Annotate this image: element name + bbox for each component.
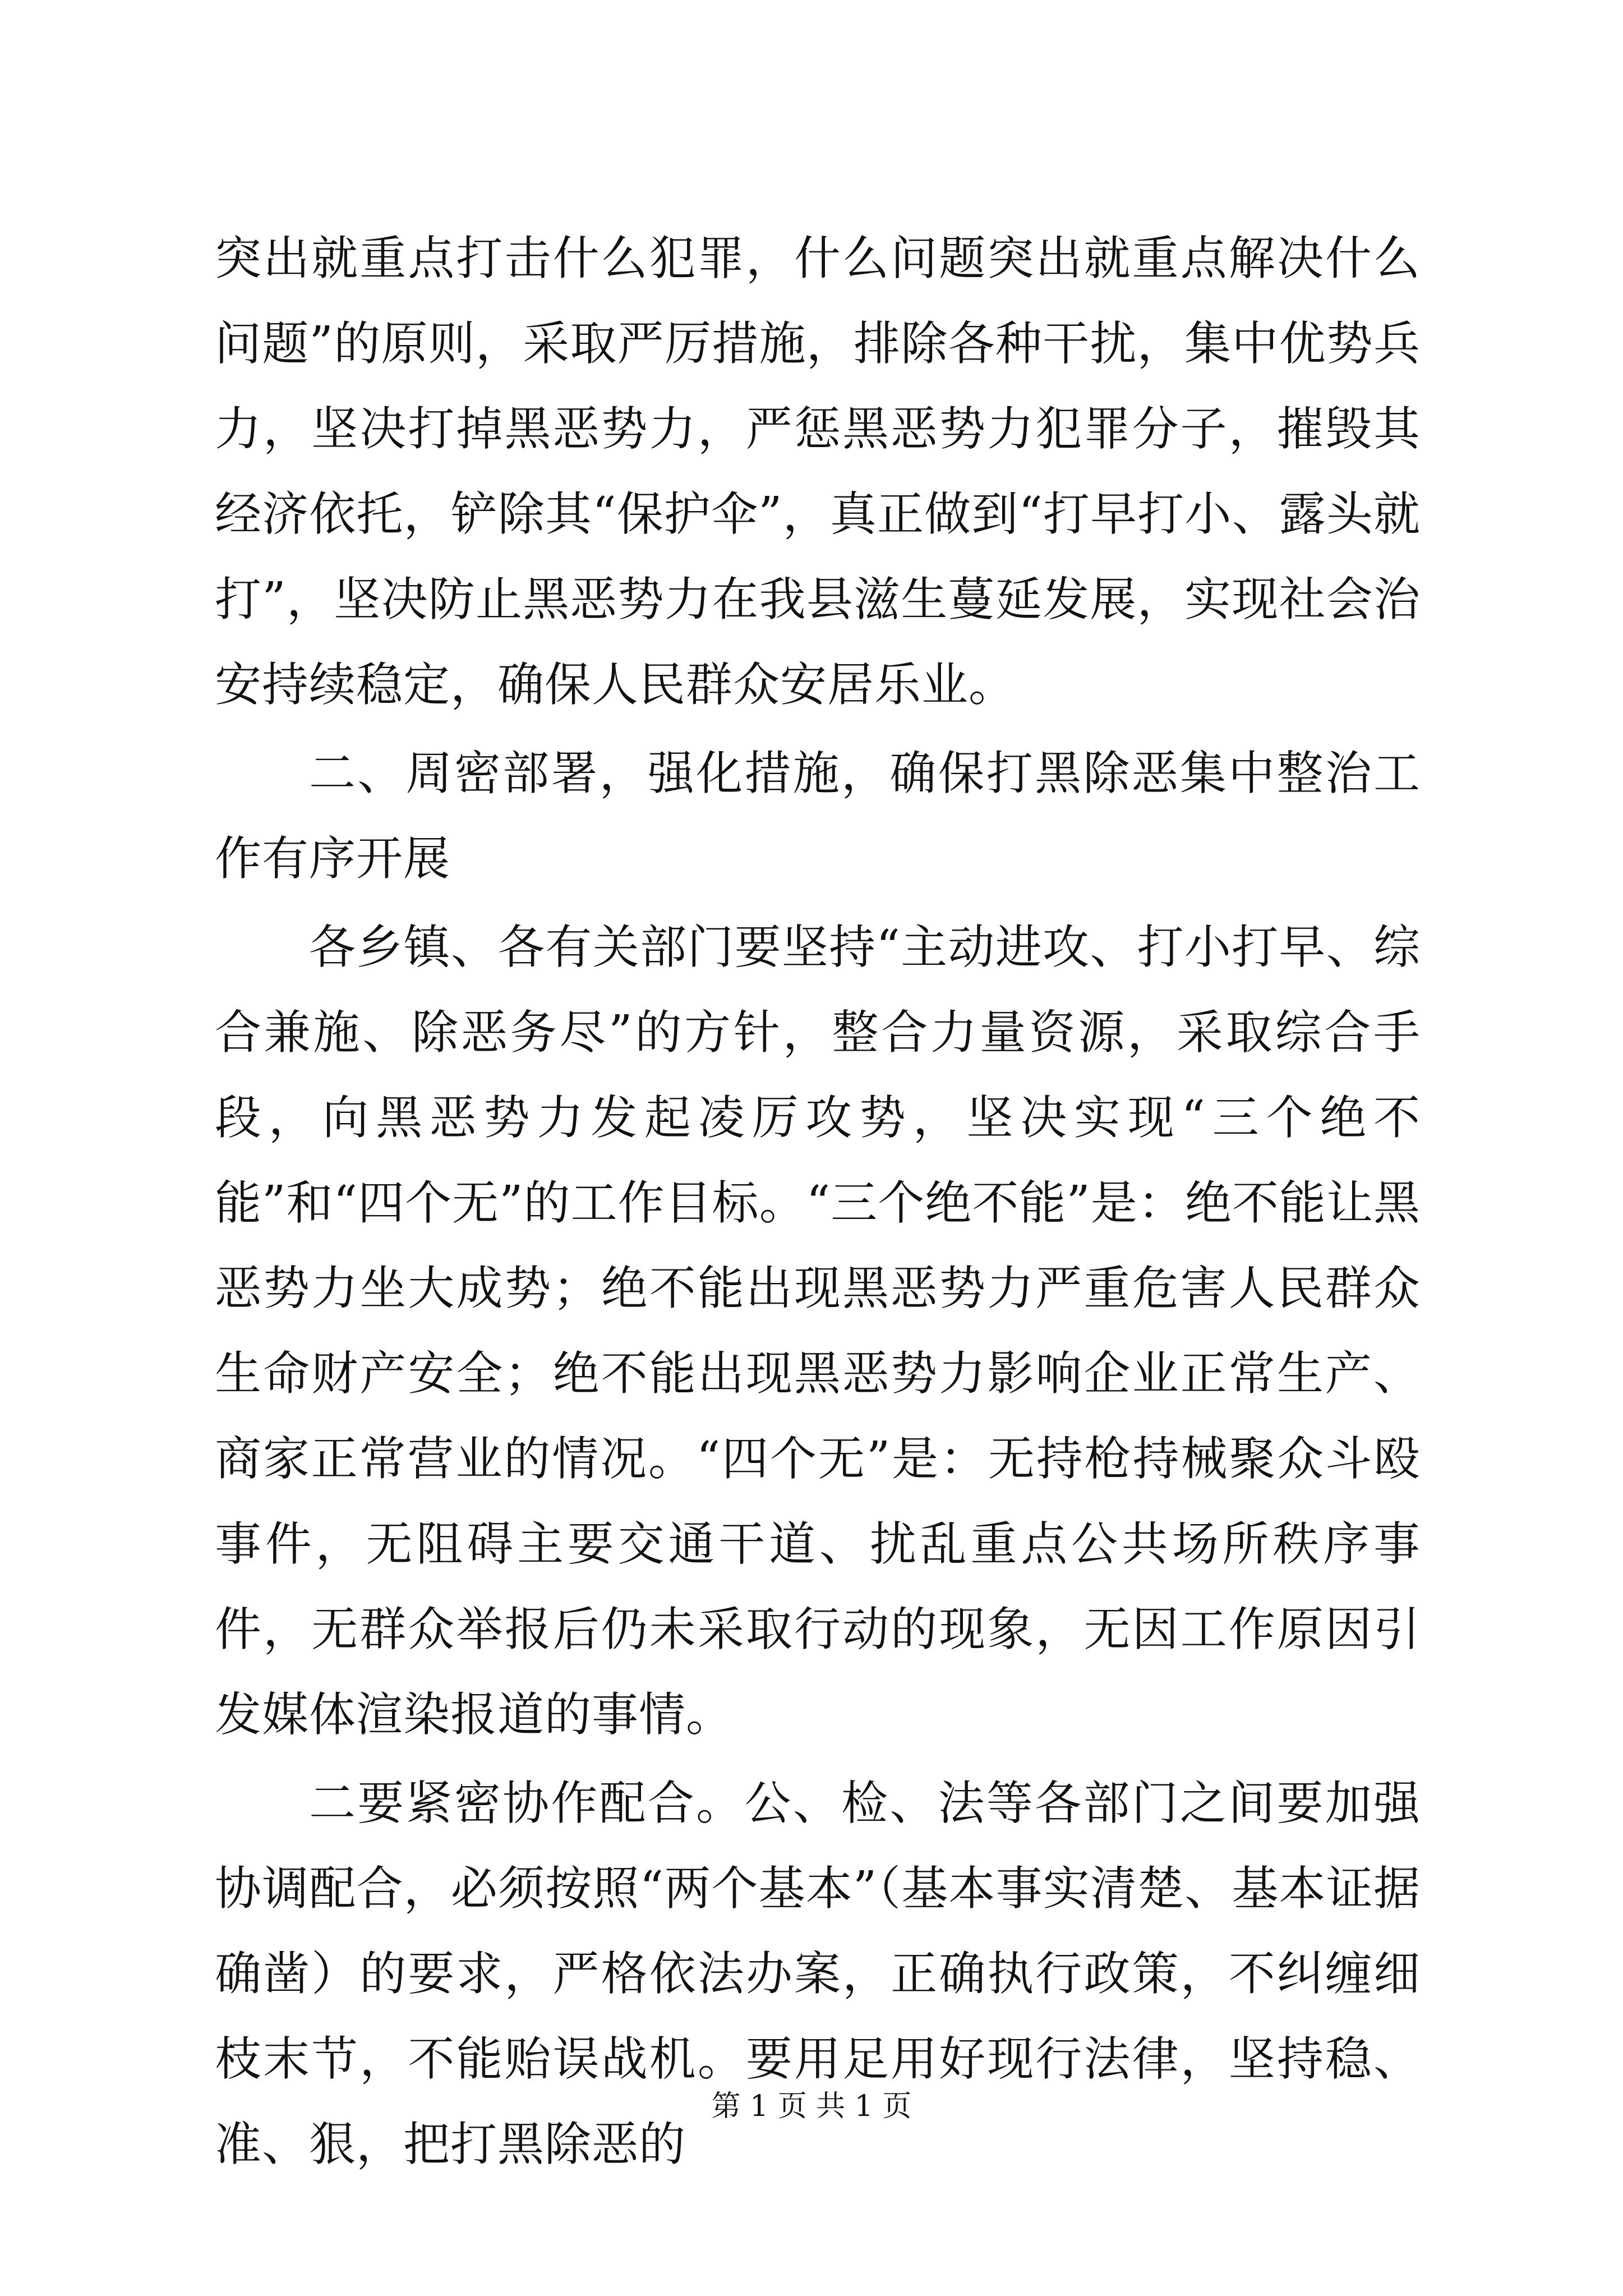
page-footer: 第 1 页 共 1 页: [711, 2090, 912, 2123]
document-body: [215, 216, 1421, 2187]
paragraph-3: 各乡镇、各有关部门要坚持“主动进攻、打小打早、综合兼施、除恶务尽”的方针，整合力量资源，采取综合手段，向黑恶势力发起凌厉攻势，坚决实现“三个绝不能”和“四个无”的工作目标。“三个绝不能”是：绝不能让黑恶势力坐大成势；绝不能出现黑恶势力严重危害人民群众生命财产安全；绝不能出现黑恶势力影响企业正常生产、商家正常营业的情况。“四个无”是：无持枪持械聚众斗殴事件，无阻碍主要交通干道、扰乱重点公共场所秩序事件，无群众举报后仍未采取行动的现象，无因工作原因引发媒体渲染报道的事情。: [215, 920, 1421, 1742]
section-heading-2: 二、周密部署，强化措施，确保打黑除恶集中整治工作有序开展: [215, 746, 1421, 886]
paragraph-4: 二要紧密协作配合。公、检、法等各部门之间要加强协调配合，必须按照“两个基本”（基本事实清楚、基本证据确凿）的要求，严格依法办案，正确执行政策，不纠缠细枝末节，不能贻误战机。要用足用好现行法律，坚持稳、准、狠，把打黑除恶的: [215, 1776, 1421, 2171]
paragraph-1: 突出就重点打击什么犯罪，什么问题突出就重点解决什么问题”的原则，采取严厉措施，排除各种干扰，集中优势兵力，坚决打掉黑恶势力，严惩黑恶势力犯罪分子，摧毁其经济依托，铲除其“保护伞”，真正做到“打早打小、露头就打”，坚决防止黑恶势力在我县滋生蔓延发展，实现社会治安持续稳定，确保人民群众安居乐业。: [215, 231, 1421, 712]
